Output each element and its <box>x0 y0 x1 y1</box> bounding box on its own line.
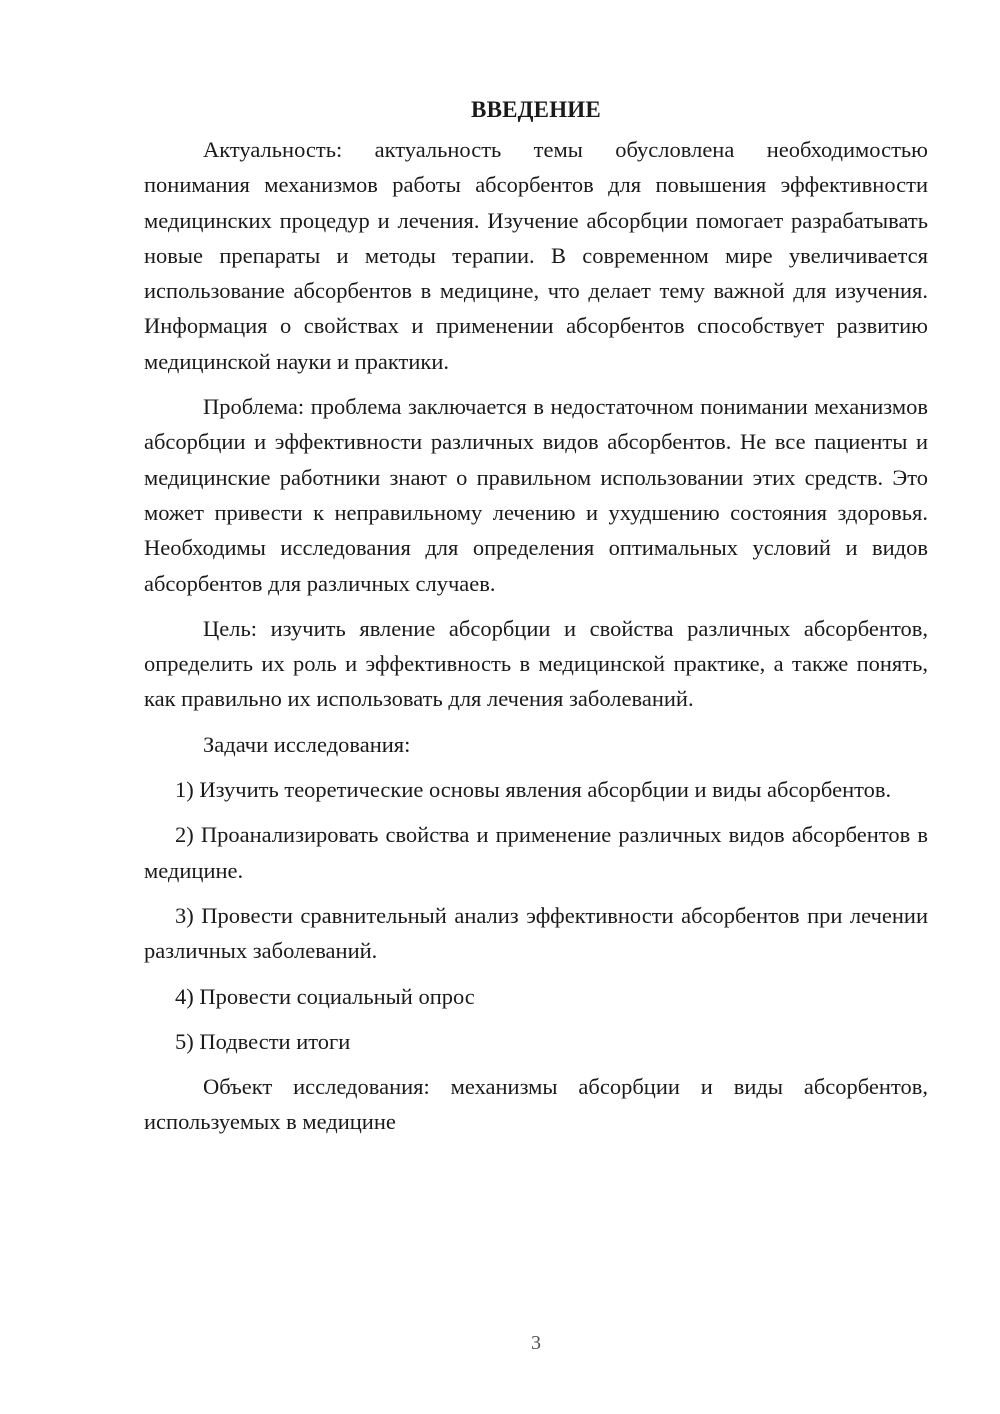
task-item-5: 5) Подвести итоги <box>175 1028 351 1054</box>
task-item-3: 3) Провести сравнительный анализ эффективности абсорбентов при лечении различных заболеваний. <box>144 902 928 964</box>
page-title: ВВЕДЕНИЕ <box>471 97 601 122</box>
page-number: 3 <box>531 1332 541 1354</box>
paragraph-goal: Цель: изучить явление абсорбции и свойства различных абсорбентов, определить их роль и эффективность в медицинской практике, а также понять, как правильно их использовать для лечения заболеваний. <box>144 615 928 712</box>
paragraph-relevance: Актуальность: актуальность темы обусловлена необходимостью понимания механизмов работы абсорбентов для повышения эффективности медицинских процедур и лечения. Изучение абсорбции помогает разрабатывать новые препараты и методы терапии. В современном мире увеличивается использование абсорбентов в медицине, что делает тему важной для изучения. Информация о свойствах и применении абсорбентов способствует развитию медицинской науки и практики. <box>144 137 928 374</box>
tasks-title: Задачи исследования: <box>203 731 411 757</box>
paragraph-object: Объект исследования: механизмы абсорбции и виды абсорбентов, используемых в медицине <box>144 1074 928 1135</box>
paragraph-problem: Проблема: проблема заключается в недостаточном понимании механизмов абсорбции и эффективности различных видов абсорбентов. Не все пациенты и медицинские работники знают о правильном использовании этих средств. Это может привести к неправильному лечению и ухудшению состояния здоровья. Необходимы исследования для определения оптимальных условий и видов абсорбентов для различных случаев. <box>144 394 928 596</box>
task-item-4: 4) Провести социальный опрос <box>175 983 475 1009</box>
document-page <box>144 92 928 1150</box>
task-item-2: 2) Проанализировать свойства и применение различных видов абсорбентов в медицине. <box>144 822 928 883</box>
task-item-1: 1) Изучить теоретические основы явления абсорбции и виды абсорбентов. <box>175 777 892 803</box>
